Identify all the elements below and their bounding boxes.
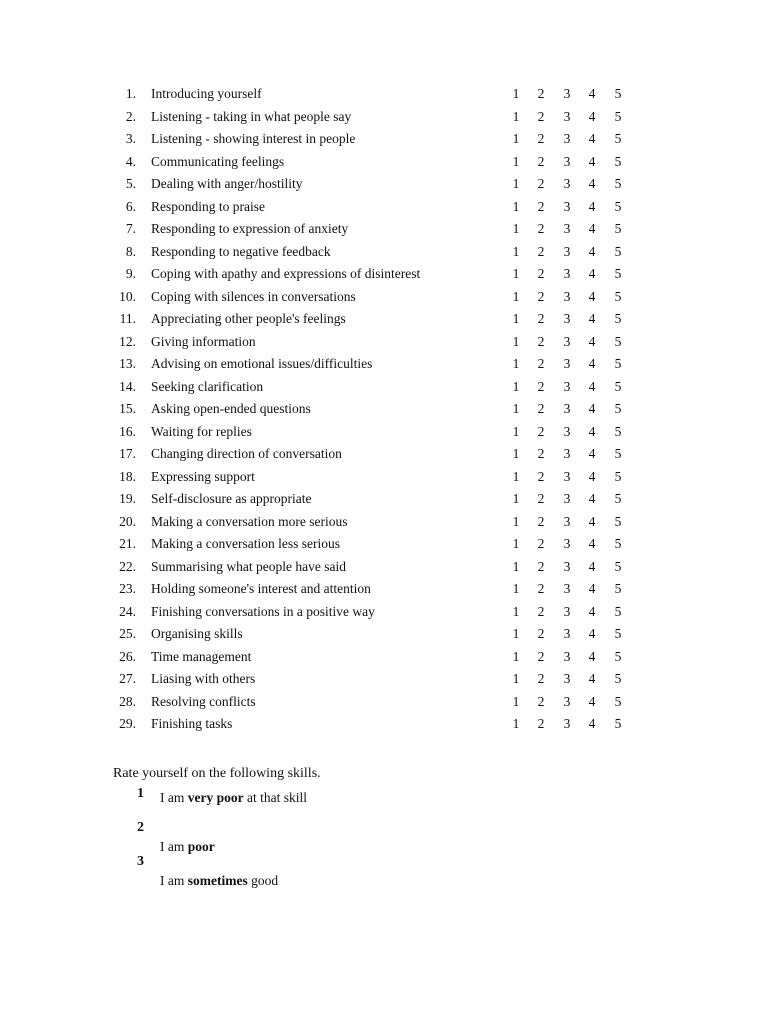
rating-option-1: 1 [512,108,520,124]
rating-option-1: 1 [512,401,520,416]
rating-option-3: 3 [563,423,571,439]
rating-option-2: 2 [537,491,545,506]
rating-option-3: 3 [563,603,571,619]
rating-option-1: 1 [512,648,520,664]
rating-option-2: 2 [537,221,545,236]
scale-2-prefix: I am [160,839,188,854]
skill-row [0,106,768,129]
rating-option-4: 4 [588,288,596,304]
rating-option-5: 5 [614,356,622,371]
skill-number: 26. [119,648,136,664]
rating-option-5: 5 [614,716,622,731]
rating-option-3: 3 [563,221,571,236]
skill-label: Asking open-ended questions [151,401,311,416]
rating-option-5: 5 [614,423,622,439]
skill-row [0,308,768,331]
rating-option-2: 2 [537,513,545,529]
skill-row [0,443,768,466]
skill-number: 11. [119,311,136,326]
rating-option-5: 5 [614,648,622,664]
rating-option-3: 3 [563,131,571,146]
skill-number: 16. [119,423,136,439]
skill-label: Changing direction of conversation [151,446,342,461]
rating-option-3: 3 [563,198,571,214]
rating-option-2: 2 [537,603,545,619]
rating-option-5: 5 [614,153,622,169]
skill-number: 22. [119,558,136,574]
rating-option-3: 3 [563,266,571,281]
rating-option-4: 4 [588,86,596,101]
skill-number: 4. [125,153,136,169]
rating-option-4: 4 [588,153,596,169]
rating-option-2: 2 [537,131,545,146]
skill-label: Communicating feelings [151,153,285,169]
rating-option-4: 4 [588,176,596,191]
skill-number: 21. [119,536,136,551]
skill-number: 20. [119,513,136,529]
rating-option-5: 5 [614,221,622,236]
scale-number-1: 1 [137,786,144,801]
rating-option-4: 4 [588,468,596,484]
rating-option-4: 4 [588,648,596,664]
skill-label: Summarising what people have said [151,558,346,574]
rating-option-1: 1 [512,423,520,439]
rating-option-2: 2 [537,356,545,371]
skill-row [0,241,768,264]
rating-option-3: 3 [563,558,571,574]
rating-option-5: 5 [614,378,622,394]
rating-option-4: 4 [588,603,596,619]
skill-number: 23. [119,581,136,596]
rating-option-4: 4 [588,626,596,641]
rating-option-4: 4 [588,378,596,394]
rating-option-5: 5 [614,176,622,191]
rating-option-3: 3 [563,401,571,416]
rating-option-4: 4 [588,558,596,574]
skill-label: Responding to negative feedback [151,243,331,259]
rating-option-4: 4 [588,536,596,551]
rating-option-2: 2 [537,243,545,259]
rating-option-3: 3 [563,513,571,529]
skill-row [0,601,768,624]
rating-option-4: 4 [588,401,596,416]
skill-row [0,286,768,309]
skill-row [0,398,768,421]
skill-row [0,196,768,219]
skill-row [0,466,768,489]
skill-row [0,623,768,646]
rating-option-3: 3 [563,581,571,596]
skill-number: 28. [119,693,136,709]
skill-number: 17. [119,446,136,461]
skill-number: 3. [125,131,136,146]
skill-label: Expressing support [151,468,255,484]
rating-option-3: 3 [563,86,571,101]
skill-number: 9. [125,266,136,281]
skill-number: 13. [119,356,136,371]
rating-option-5: 5 [614,108,622,124]
rating-option-4: 4 [588,131,596,146]
rating-option-2: 2 [537,198,545,214]
rating-option-3: 3 [563,648,571,664]
rating-option-5: 5 [614,468,622,484]
rating-option-1: 1 [512,243,520,259]
rating-option-5: 5 [614,693,622,709]
rating-option-3: 3 [563,356,571,371]
skill-label: Waiting for replies [151,423,252,439]
rating-option-2: 2 [537,693,545,709]
rating-option-1: 1 [512,491,520,506]
rating-option-4: 4 [588,513,596,529]
skill-label: Advising on emotional issues/difficulties [151,356,373,371]
rating-option-4: 4 [588,671,596,686]
skill-row [0,376,768,399]
rating-option-3: 3 [563,153,571,169]
skill-label: Responding to praise [151,198,265,214]
rating-option-4: 4 [588,716,596,731]
skill-label: Making a conversation more serious [151,513,348,529]
rating-option-1: 1 [512,671,520,686]
rating-option-5: 5 [614,603,622,619]
rating-option-2: 2 [537,288,545,304]
skill-row [0,128,768,151]
skill-number: 10. [119,288,136,304]
skill-row [0,83,768,106]
rating-option-4: 4 [588,491,596,506]
rating-option-5: 5 [614,333,622,349]
rating-option-2: 2 [537,468,545,484]
rating-option-2: 2 [537,558,545,574]
rating-option-2: 2 [537,311,545,326]
rating-option-1: 1 [512,333,520,349]
rating-option-5: 5 [614,446,622,461]
skill-label: Finishing tasks [151,716,233,731]
rating-option-2: 2 [537,581,545,596]
rating-option-1: 1 [512,198,520,214]
skill-label: Organising skills [151,626,243,641]
rating-option-3: 3 [563,108,571,124]
rating-option-4: 4 [588,198,596,214]
rating-option-3: 3 [563,716,571,731]
skill-label: Appreciating other people's feelings [151,311,346,326]
skill-label: Responding to expression of anxiety [151,221,349,236]
rating-option-4: 4 [588,311,596,326]
skill-number: 25. [119,626,136,641]
rating-option-4: 4 [588,266,596,281]
skill-row [0,511,768,534]
rating-option-1: 1 [512,221,520,236]
rating-option-5: 5 [614,558,622,574]
skill-label: Resolving conflicts [151,693,256,709]
skill-number: 1. [125,86,136,101]
skill-row [0,713,768,736]
skill-row [0,173,768,196]
rating-option-4: 4 [588,243,596,259]
rating-option-2: 2 [537,401,545,416]
legend-title: Rate yourself on the following skills. [113,766,321,781]
rating-option-1: 1 [512,356,520,371]
rating-option-5: 5 [614,243,622,259]
scale-1-emphasis: very poor [187,790,244,805]
rating-option-5: 5 [614,86,622,101]
rating-option-5: 5 [614,581,622,596]
rating-option-2: 2 [537,446,545,461]
rating-option-5: 5 [614,288,622,304]
skill-label: Holding someone's interest and attention [151,581,371,596]
rating-option-3: 3 [563,491,571,506]
skill-row [0,578,768,601]
rating-option-2: 2 [537,86,545,101]
skill-label: Finishing conversations in a positive way [151,603,375,619]
rating-option-1: 1 [512,446,520,461]
rating-option-3: 3 [563,288,571,304]
skill-label: Listening - taking in what people say [151,108,352,124]
rating-option-5: 5 [614,626,622,641]
skill-label: Dealing with anger/hostility [151,176,303,191]
scale-3-emphasis: sometimes [187,873,248,888]
rating-option-1: 1 [512,153,520,169]
skill-number: 2. [125,108,136,124]
skill-number: 19. [119,491,136,506]
skill-number: 15. [119,401,136,416]
skill-number: 8. [125,243,136,259]
rating-option-2: 2 [537,333,545,349]
skill-number: 12. [119,333,136,349]
skill-row [0,556,768,579]
skill-number: 5. [125,176,136,191]
rating-option-2: 2 [537,536,545,551]
rating-option-5: 5 [614,266,622,281]
rating-option-3: 3 [563,536,571,551]
rating-option-3: 3 [563,626,571,641]
skill-row [0,646,768,669]
skill-label: Introducing yourself [151,86,262,101]
rating-option-1: 1 [512,86,520,101]
rating-option-1: 1 [512,513,520,529]
rating-option-1: 1 [512,581,520,596]
rating-option-1: 1 [512,131,520,146]
rating-option-1: 1 [512,558,520,574]
rating-option-5: 5 [614,131,622,146]
rating-option-2: 2 [537,716,545,731]
rating-option-3: 3 [563,378,571,394]
rating-option-3: 3 [563,176,571,191]
rating-option-5: 5 [614,671,622,686]
rating-option-2: 2 [537,671,545,686]
rating-option-3: 3 [563,311,571,326]
rating-option-2: 2 [537,648,545,664]
rating-option-4: 4 [588,108,596,124]
rating-option-4: 4 [588,333,596,349]
skill-label: Coping with apathy and expressions of disinterest [151,266,421,281]
skill-row [0,353,768,376]
rating-option-1: 1 [512,176,520,191]
rating-option-4: 4 [588,221,596,236]
rating-option-1: 1 [512,378,520,394]
skill-label: Listening - showing interest in people [151,131,356,146]
rating-option-1: 1 [512,468,520,484]
skill-row [0,263,768,286]
rating-option-2: 2 [537,378,545,394]
scale-description-1 [160,789,310,806]
rating-option-1: 1 [512,288,520,304]
rating-option-4: 4 [588,356,596,371]
skill-row [0,151,768,174]
rating-option-3: 3 [563,333,571,349]
skill-row [0,691,768,714]
scale-description-3 [160,872,310,889]
rating-option-2: 2 [537,626,545,641]
skill-label: Time management [151,648,252,664]
scale-1-prefix: I am [160,790,188,805]
skill-label: Making a conversation less serious [151,536,340,551]
skill-row [0,668,768,691]
rating-option-5: 5 [614,536,622,551]
skill-number: 18. [119,468,136,484]
rating-option-1: 1 [512,626,520,641]
skill-label: Liasing with others [151,671,256,686]
rating-option-3: 3 [563,693,571,709]
skill-number: 6. [125,198,136,214]
skill-row [0,421,768,444]
rating-option-5: 5 [614,311,622,326]
skills-list [0,83,768,736]
rating-option-2: 2 [537,176,545,191]
skill-label: Coping with silences in conversations [151,288,356,304]
rating-option-3: 3 [563,243,571,259]
rating-option-3: 3 [563,446,571,461]
rating-option-2: 2 [537,108,545,124]
rating-option-4: 4 [588,446,596,461]
rating-option-3: 3 [563,468,571,484]
rating-option-2: 2 [537,423,545,439]
scale-description-2 [160,838,310,855]
scale-3-suffix: good [247,873,279,888]
rating-option-1: 1 [512,603,520,619]
rating-option-1: 1 [512,536,520,551]
skill-number: 29. [119,716,136,731]
scale-number-2: 2 [137,820,144,835]
skill-row [0,488,768,511]
skill-number: 14. [119,378,136,394]
scale-1-suffix: at that skill [243,790,307,805]
rating-option-4: 4 [588,693,596,709]
rating-option-1: 1 [512,693,520,709]
skill-number: 27. [119,671,136,686]
skill-number: 7. [125,221,136,236]
rating-option-4: 4 [588,581,596,596]
skill-row [0,331,768,354]
rating-option-2: 2 [537,266,545,281]
rating-option-4: 4 [588,423,596,439]
rating-option-1: 1 [512,266,520,281]
skill-row [0,533,768,556]
rating-option-1: 1 [512,716,520,731]
rating-option-3: 3 [563,671,571,686]
skill-row [0,218,768,241]
skill-number: 24. [119,603,136,619]
rating-option-2: 2 [537,153,545,169]
skill-label: Self-disclosure as appropriate [151,491,312,506]
skill-label: Seeking clarification [151,378,264,394]
scale-2-emphasis: poor [187,839,215,854]
scale-3-prefix: I am [160,873,188,888]
rating-option-5: 5 [614,491,622,506]
rating-option-1: 1 [512,311,520,326]
scale-number-3: 3 [137,854,144,869]
rating-option-5: 5 [614,401,622,416]
skill-label: Giving information [151,333,256,349]
rating-option-5: 5 [614,513,622,529]
rating-option-5: 5 [614,198,622,214]
